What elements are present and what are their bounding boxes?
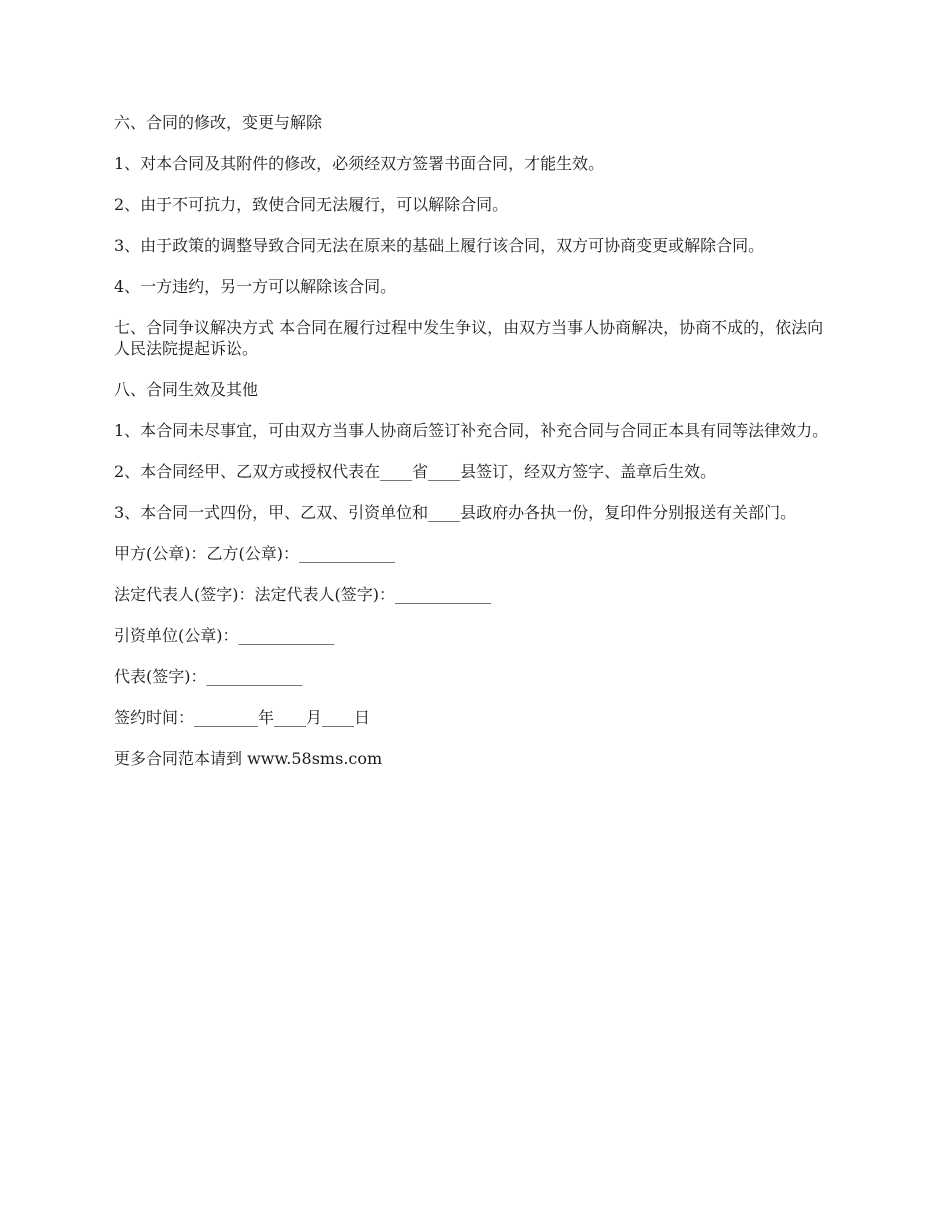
clause-paragraph: 4、一方违约，另一方可以解除该合同。 xyxy=(114,277,397,296)
clause-paragraph: 2、由于不可抗力，致使合同无法履行，可以解除合同。 xyxy=(114,195,509,214)
clause-paragraph: 1、对本合同及其附件的修改，必须经双方签署书面合同，才能生效。 xyxy=(114,154,605,173)
signature-line-investment-unit: 引资单位(公章)：____________ xyxy=(114,626,335,645)
signature-line-seals: 甲方(公章)：乙方(公章)：____________ xyxy=(114,544,395,563)
footer-more-templates: 更多合同范本请到 www.58sms.com xyxy=(114,749,383,768)
section-heading-modification: 六、合同的修改，变更与解除 xyxy=(114,113,323,132)
section-heading-dispute: 七、合同争议解决方式 本合同在履行过程中发生争议，由双方当事人协商解决，协商不成的，依法向人民法院提起诉讼。 xyxy=(114,318,824,358)
signature-line-legal-reps: 法定代表人(签字)：法定代表人(签字)：____________ xyxy=(114,585,491,604)
clause-paragraph: 3、本合同一式四份，甲、乙双、引资单位和____县政府办各执一份，复印件分别报送有关部门。 xyxy=(114,503,797,522)
clause-paragraph: 3、由于政策的调整导致合同无法在原来的基础上履行该合同，双方可协商变更或解除合同。 xyxy=(114,236,765,255)
section-heading-effect: 八、合同生效及其他 xyxy=(114,380,259,399)
clause-paragraph: 1、本合同未尽事宜，可由双方当事人协商后签订补充合同，补充合同与合同正本具有同等法律效力。 xyxy=(114,421,829,440)
signature-line-representative: 代表(签字)：____________ xyxy=(114,667,303,686)
signing-date-line: 签约时间：________年____月____日 xyxy=(114,708,371,727)
clause-paragraph: 2、本合同经甲、乙双方或授权代表在____省____县签订，经双方签字、盖章后生效。 xyxy=(114,462,717,481)
document-page xyxy=(114,112,834,789)
